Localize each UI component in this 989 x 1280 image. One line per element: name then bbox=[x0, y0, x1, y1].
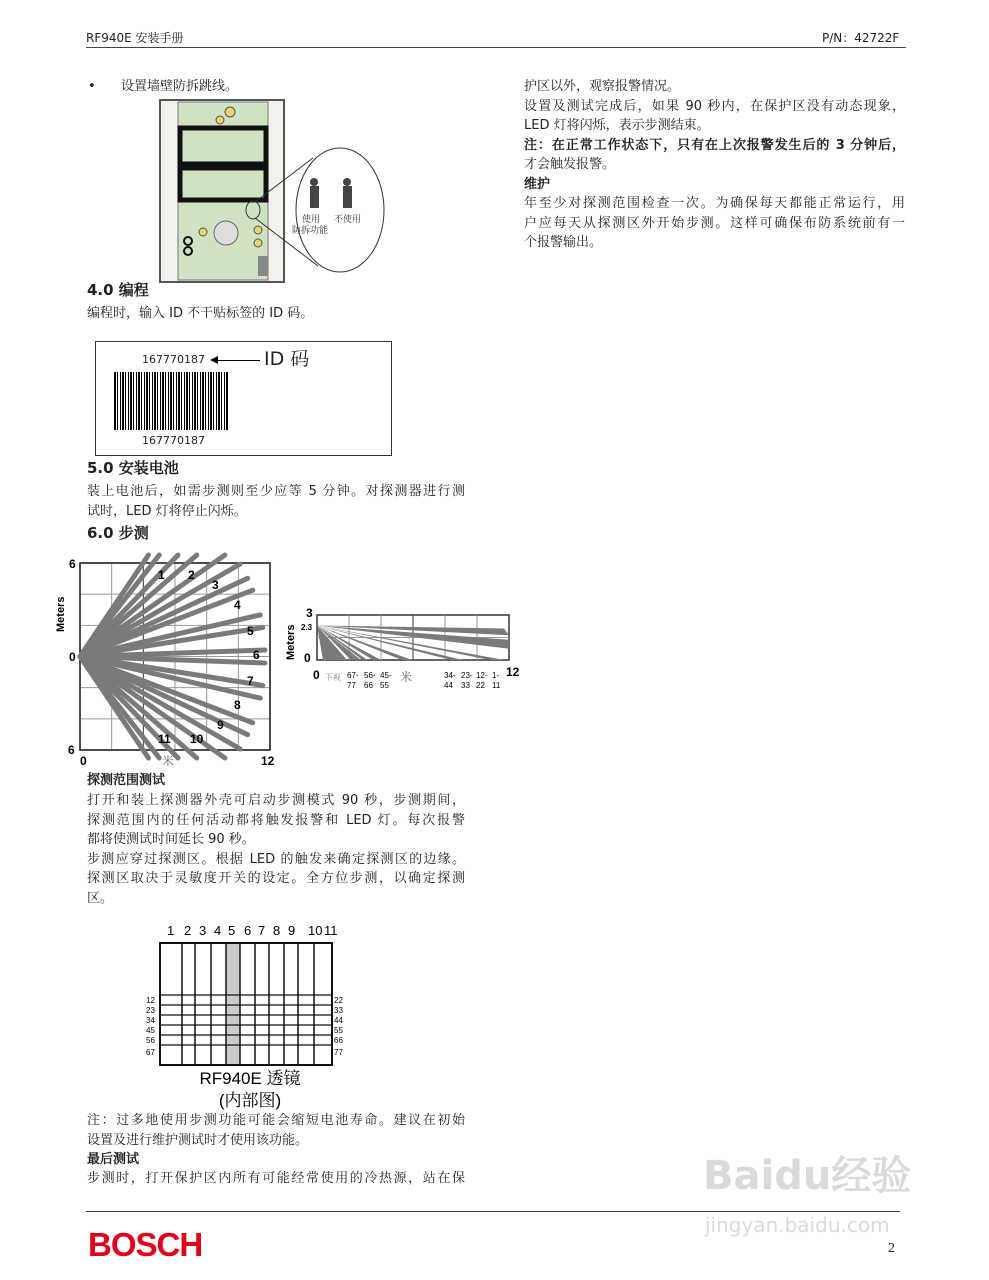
lens-row-label: 66 bbox=[334, 1036, 343, 1045]
header-title: RF940E 安装手册 bbox=[86, 31, 184, 45]
x-tick: 12 bbox=[261, 754, 275, 768]
lens-row-label: 22 bbox=[334, 996, 343, 1005]
lens-column-label: 1 bbox=[167, 923, 175, 938]
text-line: 区。 bbox=[87, 890, 114, 906]
zone-label: 56- bbox=[364, 671, 376, 680]
text-line: 打开和装上探测器外壳可启动步测模式 90 秒，步测期间， bbox=[87, 793, 465, 808]
id-code-top: 167770187 bbox=[142, 353, 205, 366]
arrow-head-icon bbox=[210, 356, 218, 364]
zone-label: 66 bbox=[364, 681, 373, 690]
zone-label: 2 bbox=[188, 568, 195, 582]
zone-label: 34- bbox=[444, 671, 456, 680]
watermark: Baidu经验 bbox=[703, 1153, 912, 1199]
lens-column-label: 10 bbox=[308, 923, 323, 938]
arrow-icon bbox=[214, 360, 260, 361]
x-axis-unit: 米 bbox=[400, 670, 413, 684]
tamper-nouse-label: 不使用 bbox=[334, 214, 362, 224]
x-tick: 0 bbox=[80, 754, 87, 768]
zone-label: 77 bbox=[347, 681, 356, 690]
text-line: 探测区取决于灵敏度开关的设定。全方位步测，以确定探测 bbox=[87, 871, 465, 886]
lens-frame bbox=[160, 943, 332, 1065]
section-4-title: 4.0 编程 bbox=[87, 281, 149, 299]
header-rule bbox=[86, 47, 906, 48]
text-line: 年至少对探测范围检查一次。为确保每天都能正常运行，用 bbox=[524, 196, 905, 211]
text-line: 步测应穿过探测区。根据 LED 的触发来确定探测区的边缘。 bbox=[87, 851, 465, 867]
zone-label: 6 bbox=[253, 648, 260, 662]
text-line: 注：过多地使用步测功能可能会缩短电池寿命。建议在初始 bbox=[87, 1113, 465, 1128]
y-axis-label: Meters bbox=[55, 596, 67, 632]
text-line: 个报警输出。 bbox=[524, 235, 603, 250]
final-test-title: 最后测试 bbox=[87, 1152, 140, 1167]
lens-column-label: 4 bbox=[214, 923, 222, 938]
lens-row-label: 45 bbox=[146, 1026, 155, 1035]
zone-label: 33 bbox=[461, 681, 470, 690]
id-code-bottom: 167770187 bbox=[142, 434, 205, 447]
id-code-label: ID 码 bbox=[264, 348, 310, 370]
watermark-url: jingyan.baidu.com bbox=[705, 1213, 890, 1237]
zone-label: 22 bbox=[476, 681, 485, 690]
side-view-coverage-diagram bbox=[280, 605, 530, 695]
lens-column-label: 2 bbox=[184, 923, 192, 938]
id-label-box bbox=[95, 341, 392, 456]
text-line: 设置及进行维护测试时才使用该功能。 bbox=[87, 1132, 309, 1148]
lens-column-label: 7 bbox=[258, 923, 266, 938]
y-tick: 6 bbox=[69, 557, 76, 571]
zone-label: 5 bbox=[247, 624, 254, 638]
y-tick: 0 bbox=[304, 651, 311, 665]
lens-row-label: 67 bbox=[146, 1048, 155, 1057]
y-tick: 0 bbox=[69, 650, 76, 664]
top-view-coverage-diagram bbox=[50, 552, 290, 770]
zone-label: 7 bbox=[247, 674, 254, 688]
x-tick: 12 bbox=[506, 665, 520, 679]
zone-label: 10 bbox=[190, 732, 204, 746]
tamper-jumper-figure bbox=[158, 98, 388, 288]
y-tick: 3 bbox=[306, 606, 313, 620]
x-tick: 0 bbox=[313, 668, 320, 682]
lens-row-label: 33 bbox=[334, 1006, 343, 1015]
zone-label: 44 bbox=[444, 681, 453, 690]
lens-column-label: 5 bbox=[228, 923, 236, 938]
text-line: 户应每天从探测区外开始步测。这样可确保布防系统前有一 bbox=[524, 215, 905, 231]
text-line: LED 灯将闪烁，表示步测结束。 bbox=[524, 118, 710, 133]
y-tick: 2.3 bbox=[301, 623, 313, 632]
lens-row-label: 23 bbox=[146, 1006, 155, 1015]
zone-label: 12- bbox=[476, 671, 488, 680]
tamper-use-label-2: 防拆功能 bbox=[292, 225, 329, 235]
down-view-label: 下视 bbox=[325, 673, 341, 682]
zone-label: 11 bbox=[158, 732, 171, 746]
x-axis-unit: 米 bbox=[162, 754, 175, 768]
text-line: 装上电池后，如需步测则至少应等 5 分钟。对探测器进行测 bbox=[87, 484, 465, 499]
lens-column-label: 8 bbox=[273, 923, 281, 938]
text-line: 护区以外，观察报警情况。 bbox=[524, 79, 681, 94]
bosch-logo: BOSCH bbox=[88, 1226, 203, 1263]
text-line: 才会触发报警。 bbox=[524, 157, 616, 172]
zone-label: 11 bbox=[492, 681, 501, 690]
lens-row-label: 12 bbox=[146, 996, 155, 1005]
bullet-text: 设置墙壁防拆跳线。 bbox=[121, 79, 239, 94]
text-line: 注：在正常工作状态下，只有在上次报警发生后的 3 分钟后， bbox=[524, 137, 905, 153]
footer-rule bbox=[86, 1211, 900, 1212]
header-part-number: P/N：42722F bbox=[822, 31, 900, 45]
lens-row-label: 34 bbox=[146, 1016, 155, 1025]
zone-label: 55 bbox=[380, 681, 389, 690]
page-number: 2 bbox=[888, 1241, 895, 1256]
lens-column-label: 3 bbox=[199, 923, 207, 938]
text-line: 设置及测试完成后，如果 90 秒内，在保护区没有动态现象， bbox=[524, 98, 905, 114]
lens-column-label: 11 bbox=[324, 923, 338, 938]
text-line: 步测时，打开保护区内所有可能经常使用的冷热源，站在保 bbox=[87, 1171, 465, 1186]
lens-column-label: 6 bbox=[244, 923, 252, 938]
zone-label: 45- bbox=[380, 671, 392, 680]
zone-label: 3 bbox=[212, 578, 219, 592]
lens-row-label: 77 bbox=[334, 1048, 343, 1057]
zone-label: 4 bbox=[234, 598, 241, 612]
maintenance-title: 维护 bbox=[524, 176, 551, 192]
tamper-use-label: 使用 bbox=[302, 214, 321, 224]
note-text bbox=[87, 1111, 465, 1150]
section-5-text bbox=[87, 482, 465, 521]
zone-label: 1- bbox=[492, 671, 500, 680]
lens-row-label: 44 bbox=[334, 1016, 343, 1025]
section-6-title: 6.0 步测 bbox=[87, 524, 149, 542]
zone-label: 8 bbox=[234, 698, 241, 712]
zone-label: 67- bbox=[347, 671, 359, 680]
range-test-text bbox=[87, 791, 465, 908]
lens-column-label: 9 bbox=[288, 923, 296, 938]
lens-diagram bbox=[140, 918, 360, 1110]
range-test-title: 探测范围测试 bbox=[87, 773, 166, 788]
bullet-dot: • bbox=[88, 79, 96, 94]
zone-label: 23- bbox=[461, 671, 473, 680]
text-line: 试时，LED 灯将停止闪烁。 bbox=[87, 503, 247, 519]
lens-zone-highlight bbox=[226, 943, 240, 1065]
section-4-text: 编程时，输入 ID 不干贴标签的 ID 码。 bbox=[87, 306, 314, 321]
section-5-title: 5.0 安装电池 bbox=[87, 459, 179, 477]
final-test-text bbox=[87, 1169, 465, 1189]
right-column-text bbox=[524, 77, 905, 253]
zone-label: 9 bbox=[217, 718, 224, 732]
lens-row-label: 56 bbox=[146, 1036, 155, 1045]
lens-caption: RF940E 透镜 bbox=[199, 1069, 301, 1088]
lens-caption-sub: (内部图) bbox=[218, 1091, 282, 1110]
lens-row-label: 55 bbox=[334, 1026, 343, 1035]
text-line: 都将使测试时间延长 90 秒。 bbox=[87, 832, 255, 847]
text-line: 探测范围内的任何活动都将触发报警和 LED 灯。每次报警 bbox=[87, 812, 465, 828]
y-tick: 6 bbox=[68, 743, 75, 757]
zone-label: 1 bbox=[158, 568, 165, 582]
y-axis-label: Meters bbox=[285, 624, 297, 660]
barcode bbox=[114, 372, 229, 430]
